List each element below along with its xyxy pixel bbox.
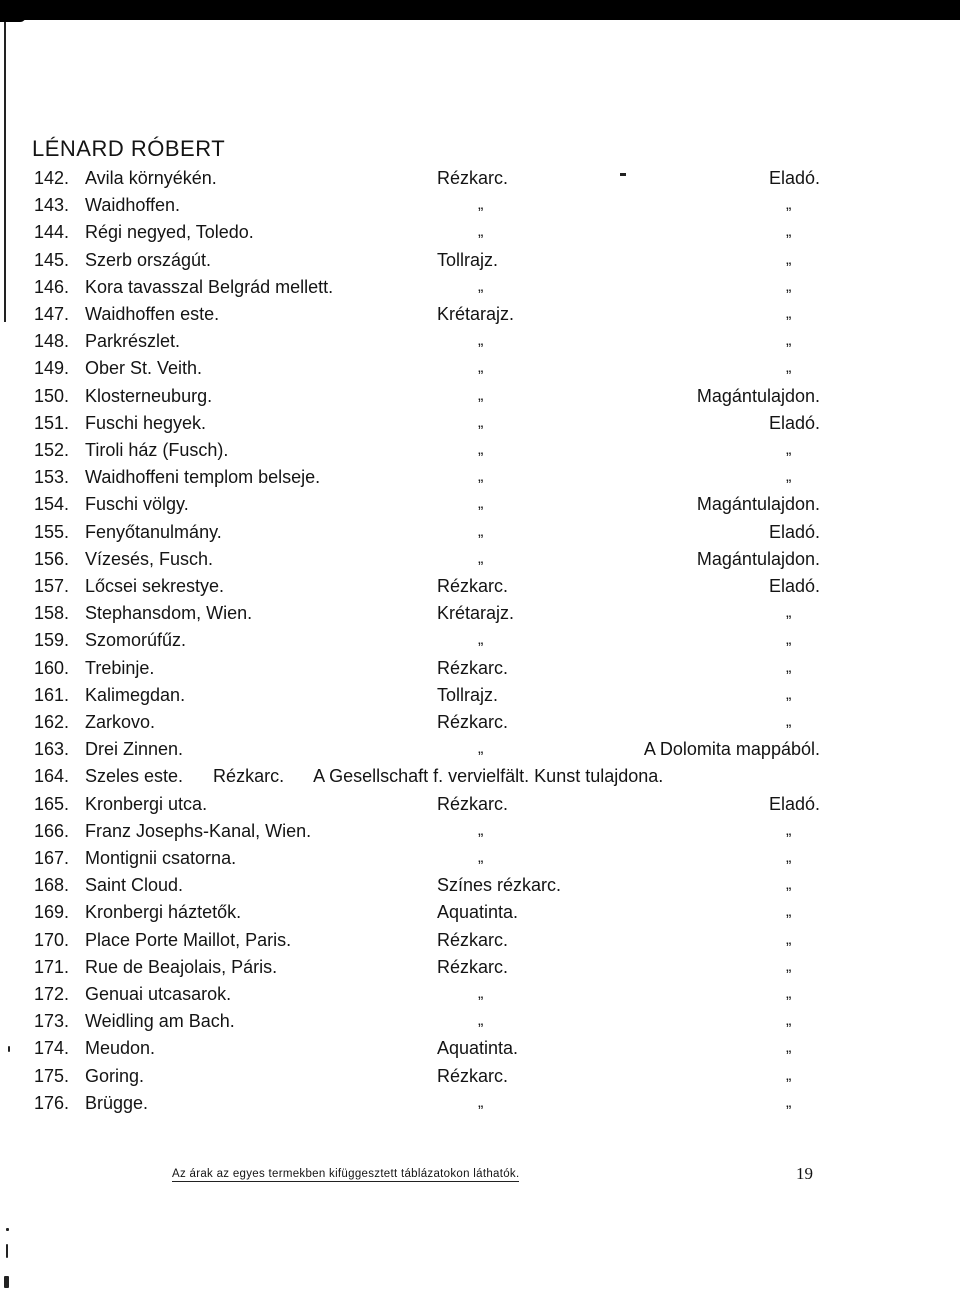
entry-title: Trebinje. <box>85 657 155 678</box>
scan-speck <box>6 1228 9 1231</box>
catalog-entry <box>0 1062 960 1090</box>
entry-status: „ <box>786 277 792 295</box>
entry-status: „ <box>786 849 792 866</box>
catalog-entry <box>0 191 960 219</box>
entry-technique: Rézkarc. <box>437 168 509 188</box>
scan-speck <box>6 1244 8 1258</box>
catalog-entry <box>0 572 960 600</box>
entry-technique: Rézkarc. <box>437 929 509 950</box>
catalog-entry <box>0 953 960 981</box>
entry-number: 160. <box>34 657 70 678</box>
entry-number: 149. <box>34 358 70 379</box>
catalog-entry <box>0 518 960 546</box>
entry-number: 170. <box>34 929 70 950</box>
entry-status: „ <box>786 468 792 486</box>
entry-title: Kalimegdan. <box>85 684 186 705</box>
entry-full-line: Szeles este. Rézkarc. A Gesellschaft f. vervielfält. Kunst tulajdona. <box>85 766 664 787</box>
entry-status: Eladó. <box>768 521 820 542</box>
entry-technique: „ <box>478 821 484 839</box>
entry-technique: „ <box>478 359 484 377</box>
catalog-entry <box>0 844 960 872</box>
entry-title: Avila környékén. <box>85 168 217 188</box>
scan-top-border <box>0 0 960 20</box>
entry-title: Régi negyed, Toledo. <box>85 222 254 243</box>
entry-status: „ <box>786 821 792 839</box>
entry-technique: Krétarajz. <box>437 603 515 624</box>
entry-number: 167. <box>34 848 70 868</box>
entry-status: „ <box>786 876 792 894</box>
entry-number: 174. <box>34 1038 70 1059</box>
entry-technique: „ <box>478 740 484 758</box>
entry-title: Fuschi hegyek. <box>85 412 207 433</box>
entry-title: Brügge. <box>85 1092 149 1113</box>
catalog-entry <box>0 490 960 518</box>
entry-number: 152. <box>34 440 70 460</box>
entry-title: Tiroli ház (Fusch). <box>85 440 229 460</box>
entry-status: „ <box>786 1093 792 1111</box>
entry-status: „ <box>786 250 792 268</box>
catalog-entry <box>0 545 960 573</box>
entry-number: 157. <box>34 576 70 596</box>
entry-title: Stephansdom, Wien. <box>85 603 253 624</box>
entry-title: Vízesés, Fusch. <box>85 548 214 569</box>
entry-number: 151. <box>34 412 70 433</box>
entry-status: A Dolomita mappából. <box>643 739 820 760</box>
catalog-entry <box>0 246 960 274</box>
entry-status: Eladó. <box>768 168 820 188</box>
entry-number: 175. <box>34 1065 70 1086</box>
catalog-entry <box>0 1089 960 1117</box>
entry-title: Goring. <box>85 1065 145 1086</box>
entry-technique: Krétarajz. <box>437 304 515 324</box>
catalog-entry <box>0 273 960 301</box>
catalog-entry <box>0 218 960 246</box>
entry-technique: „ <box>478 1093 484 1111</box>
catalog-entry <box>0 327 960 355</box>
entry-title: Zarkovo. <box>85 712 156 732</box>
entry-technique: „ <box>478 413 484 431</box>
entry-number: 176. <box>34 1092 70 1113</box>
entry-technique: Tollrajz. <box>437 249 499 270</box>
entry-title: Klosterneuburg. <box>85 385 213 406</box>
entry-title: Kronbergi háztetők. <box>85 902 242 923</box>
entry-title: Waidhoffen este. <box>85 304 220 324</box>
entry-status: Magántulajdon. <box>696 494 820 515</box>
entry-status: „ <box>786 713 792 730</box>
entry-number: 155. <box>34 521 70 542</box>
entry-number: 150. <box>34 385 70 406</box>
catalog-entry <box>0 980 960 1008</box>
entry-status: „ <box>786 903 792 921</box>
entry-status: Magántulajdon. <box>696 385 820 406</box>
entry-number: 169. <box>34 902 70 923</box>
catalog-entry <box>0 382 960 410</box>
entry-number: 172. <box>34 984 70 1004</box>
catalog-entry <box>0 898 960 926</box>
entry-technique: Rézkarc. <box>437 712 509 732</box>
entry-title: Parkrészlet. <box>85 331 181 352</box>
catalog-entry <box>0 762 960 790</box>
entry-technique: Tollrajz. <box>437 684 499 705</box>
entry-title: Drei Zinnen. <box>85 739 184 760</box>
entry-technique: „ <box>478 849 484 866</box>
entry-status: „ <box>786 359 792 377</box>
entry-number: 154. <box>34 494 70 515</box>
entry-technique: „ <box>478 223 484 241</box>
entry-number: 145. <box>34 249 70 270</box>
entry-status: Magántulajdon. <box>696 548 820 569</box>
entry-technique: Rézkarc. <box>437 956 509 977</box>
catalog-entry <box>0 790 960 818</box>
catalog-entry <box>0 436 960 464</box>
entry-number: 158. <box>34 603 70 624</box>
entry-technique: „ <box>478 277 484 295</box>
catalog-entry <box>0 654 960 682</box>
entry-title: Place Porte Maillot, Paris. <box>85 929 292 950</box>
entry-technique: „ <box>478 332 484 350</box>
entry-title: Weidling am Bach. <box>85 1011 235 1032</box>
entry-technique: „ <box>478 549 484 567</box>
entry-title: Rue de Beajolais, Páris. <box>85 956 278 977</box>
entry-number: 161. <box>34 684 70 705</box>
entry-number: 166. <box>34 820 70 841</box>
entry-status: „ <box>786 305 792 322</box>
entry-technique: „ <box>478 441 484 458</box>
entry-technique: Rézkarc. <box>437 1065 509 1086</box>
entry-title: Szerb országút. <box>85 249 212 270</box>
entry-number: 164. <box>34 766 70 787</box>
catalog-entry <box>0 300 960 328</box>
entry-technique: „ <box>478 1012 484 1030</box>
entry-technique: Aquatinta. <box>437 902 519 923</box>
entry-number: 159. <box>34 630 70 651</box>
entry-number: 146. <box>34 276 70 297</box>
entry-number: 165. <box>34 793 70 814</box>
entry-status: „ <box>786 985 792 1002</box>
price-footnote: Az árak az egyes termekben kifüggesztett táblázatokon láthatók. <box>172 1168 520 1180</box>
entry-status: „ <box>786 685 792 703</box>
catalog-entry <box>0 164 960 192</box>
entry-title: Fenyőtanulmány. <box>85 521 222 542</box>
catalog-entry <box>0 708 960 736</box>
entry-number: 148. <box>34 331 70 352</box>
catalog-entry <box>0 926 960 954</box>
entry-title: Fuschi völgy. <box>85 494 189 515</box>
entry-number: 163. <box>34 739 70 760</box>
entry-title: Franz Josephs-Kanal, Wien. <box>85 820 312 841</box>
catalog-entry <box>0 735 960 763</box>
entry-number: 171. <box>34 956 70 977</box>
entry-number: 156. <box>34 548 70 569</box>
entry-technique: „ <box>478 495 484 513</box>
entry-status: „ <box>786 930 792 948</box>
entry-number: 144. <box>34 222 70 243</box>
entry-title: Montignii csatorna. <box>85 848 237 868</box>
entry-technique: „ <box>478 985 484 1002</box>
entry-number: 147. <box>34 304 70 324</box>
entry-number: 173. <box>34 1011 70 1032</box>
entry-status: „ <box>786 1066 792 1084</box>
entry-technique: Rézkarc. <box>437 576 509 596</box>
entry-title: Saint Cloud. <box>85 875 184 896</box>
catalog-entry <box>0 599 960 627</box>
entry-status: „ <box>786 441 792 458</box>
entry-status: „ <box>786 1039 792 1057</box>
entry-technique: „ <box>478 196 484 214</box>
catalog-entry <box>0 1034 960 1062</box>
entry-status: Eladó. <box>768 412 820 433</box>
catalog-entry <box>0 817 960 845</box>
scan-corner-mark <box>0 14 26 22</box>
page-number: 19 <box>796 1164 813 1183</box>
entry-status: Eladó. <box>768 793 820 814</box>
entry-technique: Rézkarc. <box>437 657 509 678</box>
entry-number: 143. <box>34 195 70 216</box>
entry-title: Ober St. Veith. <box>85 358 203 379</box>
entry-title: Meudon. <box>85 1038 156 1059</box>
entry-title: Genuai utcasarok. <box>85 984 232 1004</box>
catalog-entry <box>0 626 960 654</box>
catalog-entry <box>0 871 960 899</box>
entry-title: Waidhoffen. <box>85 195 181 216</box>
entry-status: „ <box>786 957 792 975</box>
entry-title: Kronbergi utca. <box>85 793 208 814</box>
entry-status: Eladó. <box>768 576 820 596</box>
catalog-entry <box>0 409 960 437</box>
entry-status: „ <box>786 631 792 649</box>
catalog-entry <box>0 1007 960 1035</box>
entry-title: Lőcsei sekrestye. <box>85 576 225 596</box>
catalog-entry <box>0 681 960 709</box>
entry-status: „ <box>786 1012 792 1030</box>
entry-status: „ <box>786 223 792 241</box>
artist-heading: LÉNARD RÓBERT <box>32 136 226 161</box>
entry-title: Kora tavasszal Belgrád mellett. <box>85 276 334 297</box>
entry-status: „ <box>786 332 792 350</box>
entry-number: 162. <box>34 712 70 732</box>
entry-title: Szomorúfűz. <box>85 630 187 651</box>
entry-number: 168. <box>34 875 70 896</box>
entry-technique: „ <box>478 631 484 649</box>
entry-number: 142. <box>34 168 70 188</box>
entry-technique: Színes rézkarc. <box>437 875 562 896</box>
entry-technique: Aquatinta. <box>437 1038 519 1059</box>
entry-status: „ <box>786 196 792 214</box>
catalog-entry <box>0 354 960 382</box>
entry-technique: „ <box>478 386 484 404</box>
scan-speck <box>4 1276 9 1288</box>
entry-technique: „ <box>478 522 484 540</box>
entry-technique: „ <box>478 468 484 486</box>
entry-title: Waidhoffeni templom belseje. <box>85 467 321 488</box>
entry-technique: Rézkarc. <box>437 793 509 814</box>
entry-number: 153. <box>34 467 70 488</box>
entry-status: „ <box>786 604 792 622</box>
catalog-entry <box>0 463 960 491</box>
entry-status: „ <box>786 658 792 676</box>
